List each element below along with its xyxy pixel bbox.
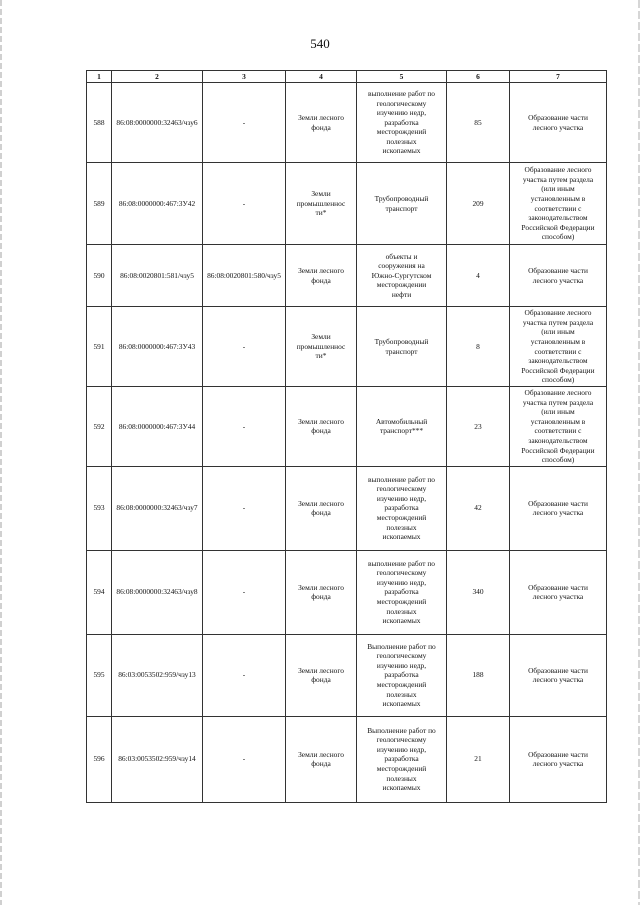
cell-line: изучению недр,: [376, 108, 427, 118]
cell-line: Автомобильный: [375, 416, 428, 426]
cell-line: изучению недр,: [376, 744, 427, 754]
land-category-cell: [286, 83, 357, 163]
cell-line: выполнение работ по: [367, 88, 436, 98]
cell-line: законодательством: [528, 356, 588, 366]
cell-line: ископаемых: [382, 532, 421, 542]
column-header: 7: [510, 71, 607, 83]
parent-plot-cell: [203, 387, 286, 467]
formation-method-cell: [510, 307, 607, 387]
cell-line: фонда: [311, 122, 331, 132]
cell-line: лесного участка: [532, 122, 584, 132]
column-header: 2: [112, 71, 203, 83]
cell-line: фонда: [311, 275, 331, 285]
cell-line: Образование части: [528, 498, 588, 508]
row-number-cell: 594: [87, 550, 112, 634]
permitted-use-cell: [357, 245, 447, 307]
cell-line: -: [242, 754, 246, 764]
cell-line: 86:08:0000000:467:3: [118, 421, 183, 431]
cell-line: 86:03:0053502:959/ч: [118, 670, 182, 680]
area-cell: 42: [447, 466, 510, 550]
cell-line: месторождений: [376, 513, 427, 523]
formation-method-cell: [510, 163, 607, 245]
cell-line: Земли: [311, 332, 331, 342]
cell-line: Образование части: [528, 582, 588, 592]
cell-line: -: [242, 117, 246, 127]
cell-line: объекты и: [385, 251, 418, 261]
cell-line: 86:03:0053502:959/ч: [118, 754, 182, 764]
formation-method-cell: [510, 716, 607, 802]
area-cell: 188: [447, 634, 510, 716]
cell-line: Российской Федерации: [521, 365, 595, 375]
cell-line: месторождений: [376, 597, 427, 607]
cell-line: 86:08:0020801:581/ч: [120, 270, 184, 280]
cell-line: ископаемых: [382, 699, 421, 709]
cell-line: Выполнение работ по: [367, 641, 436, 651]
cell-line: разработка: [384, 587, 419, 597]
parent-plot-cell: [203, 550, 286, 634]
area-cell: 85: [447, 83, 510, 163]
cell-line: 86:08:0000000:3246: [116, 503, 178, 513]
table-row: [87, 245, 607, 307]
cell-line: транспорт: [385, 346, 418, 356]
permitted-use-cell: [357, 634, 447, 716]
cell-line: изучению недр,: [376, 660, 427, 670]
cell-line: Российской Федерации: [521, 222, 595, 232]
row-number-cell: 589: [87, 163, 112, 245]
cell-line: изучению недр,: [376, 577, 427, 587]
table-row: [87, 83, 607, 163]
scan-edge-left: [0, 0, 2, 905]
cell-line: (или иным: [541, 184, 575, 194]
permitted-use-cell: [357, 466, 447, 550]
land-category-cell: [286, 245, 357, 307]
cell-line: У43: [182, 341, 196, 351]
table-row: [87, 634, 607, 716]
cell-line: выполнение работ по: [367, 474, 436, 484]
permitted-use-cell: [357, 307, 447, 387]
cell-line: ископаемых: [382, 783, 421, 793]
cell-line: зу13: [181, 670, 196, 680]
cell-line: -: [242, 503, 246, 513]
table-row: [87, 550, 607, 634]
row-number-cell: 593: [87, 466, 112, 550]
parent-plot-cell: [203, 83, 286, 163]
cadastral-number-cell: [112, 307, 203, 387]
cell-line: фонда: [311, 675, 331, 685]
cell-line: фонда: [311, 508, 331, 518]
cell-line: участка путем раздела: [522, 397, 594, 407]
cadastral-number-cell: [112, 634, 203, 716]
cell-line: способом): [541, 455, 575, 465]
cell-line: У42: [182, 198, 196, 208]
cell-line: зу5: [183, 270, 194, 280]
table-row: [87, 387, 607, 467]
cell-line: 86:08:0000000:467:3: [118, 341, 183, 351]
land-category-cell: [286, 163, 357, 245]
column-header: 4: [286, 71, 357, 83]
cell-line: Земли лесного: [298, 749, 344, 759]
cell-line: промышленнос: [296, 198, 346, 208]
column-header: 5: [357, 71, 447, 83]
cell-line: полезных: [386, 689, 417, 699]
cell-line: установленным в: [530, 416, 586, 426]
cell-line: -: [242, 587, 246, 597]
cadastral-number-cell: [112, 387, 203, 467]
cell-line: законодательством: [528, 435, 588, 445]
cell-line: Земли лесного: [298, 665, 344, 675]
table-row: [87, 307, 607, 387]
parent-plot-cell: [203, 307, 286, 387]
cell-line: лесного участка: [532, 508, 584, 518]
formation-method-cell: [510, 387, 607, 467]
permitted-use-cell: [357, 550, 447, 634]
cell-line: Образование части: [528, 265, 588, 275]
cell-line: (или иным: [541, 407, 575, 417]
cell-line: -: [242, 421, 246, 431]
cell-line: Южно-Сургутском: [371, 270, 432, 280]
header-row: [87, 71, 607, 83]
area-cell: 8: [447, 307, 510, 387]
cell-line: полезных: [386, 522, 417, 532]
cell-line: фонда: [311, 426, 331, 436]
cell-line: полезных: [386, 773, 417, 783]
permitted-use-cell: [357, 83, 447, 163]
cell-line: установленным в: [530, 193, 586, 203]
cell-line: соответствии с: [534, 346, 582, 356]
cadastral-number-cell: [112, 466, 203, 550]
cell-line: нефти: [391, 289, 412, 299]
cell-line: -: [242, 670, 246, 680]
area-cell: 23: [447, 387, 510, 467]
cell-line: геологическому: [376, 98, 427, 108]
cell-line: Образование части: [528, 665, 588, 675]
cell-line: ископаемых: [382, 146, 421, 156]
cell-line: способом): [541, 375, 575, 385]
cell-line: геологическому: [376, 484, 427, 494]
cell-line: 86:08:0020801:580/ч: [207, 270, 271, 280]
cell-line: Земли лесного: [298, 498, 344, 508]
cell-line: разработка: [384, 754, 419, 764]
column-header: 1: [87, 71, 112, 83]
cell-line: 3/чзу7: [177, 503, 198, 513]
cell-line: Образование лесного: [524, 308, 592, 318]
area-cell: 209: [447, 163, 510, 245]
cadastral-number-cell: [112, 550, 203, 634]
cell-line: разработка: [384, 117, 419, 127]
table-row: [87, 163, 607, 245]
cell-line: выполнение работ по: [367, 558, 436, 568]
cell-line: транспорт***: [379, 426, 424, 436]
formation-method-cell: [510, 466, 607, 550]
cell-line: полезных: [386, 136, 417, 146]
cell-line: Земли лесного: [298, 112, 344, 122]
cell-line: промышленнос: [296, 341, 346, 351]
cell-line: геологическому: [376, 735, 427, 745]
cell-line: фонда: [311, 592, 331, 602]
table-body: [87, 83, 607, 803]
cell-line: фонда: [311, 759, 331, 769]
cell-line: полезных: [386, 606, 417, 616]
cell-line: месторождений: [376, 764, 427, 774]
cell-line: зу5: [270, 270, 281, 280]
cell-line: Земли: [311, 189, 331, 199]
cell-line: Трубопроводный: [374, 193, 429, 203]
cell-line: 3/чзу8: [177, 587, 198, 597]
cell-line: -: [242, 341, 246, 351]
formation-method-cell: [510, 83, 607, 163]
row-number-cell: 595: [87, 634, 112, 716]
cell-line: лесного участка: [532, 592, 584, 602]
land-category-cell: [286, 387, 357, 467]
area-cell: 340: [447, 550, 510, 634]
land-category-cell: [286, 550, 357, 634]
page-number: 540: [310, 36, 330, 51]
cell-line: Образование лесного: [524, 165, 592, 175]
cell-line: законодательством: [528, 213, 588, 223]
row-number-cell: 591: [87, 307, 112, 387]
row-number-cell: 592: [87, 387, 112, 467]
permitted-use-cell: [357, 163, 447, 245]
parent-plot-cell: [203, 163, 286, 245]
row-number-cell: 588: [87, 83, 112, 163]
formation-method-cell: [510, 550, 607, 634]
cell-line: Российской Федерации: [521, 445, 595, 455]
area-cell: 21: [447, 716, 510, 802]
cell-line: разработка: [384, 503, 419, 513]
parent-plot-cell: [203, 466, 286, 550]
land-category-cell: [286, 466, 357, 550]
row-number-cell: 590: [87, 245, 112, 307]
cadastral-number-cell: [112, 83, 203, 163]
cell-line: -: [242, 198, 246, 208]
cell-line: месторождений: [376, 127, 427, 137]
cell-line: Образование части: [528, 112, 588, 122]
cell-line: участка путем раздела: [522, 317, 594, 327]
cell-line: 3/чзу6: [177, 117, 198, 127]
cell-line: Земли лесного: [298, 416, 344, 426]
parent-plot-cell: [203, 634, 286, 716]
cell-line: разработка: [384, 670, 419, 680]
area-cell: 4: [447, 245, 510, 307]
permitted-use-cell: [357, 387, 447, 467]
cell-line: 86:08:0000000:467:3: [118, 198, 183, 208]
cadastral-number-cell: [112, 163, 203, 245]
cadastral-number-cell: [112, 245, 203, 307]
land-plot-table: [86, 70, 607, 803]
cell-line: Трубопроводный: [374, 336, 429, 346]
cell-line: геологическому: [376, 651, 427, 661]
cell-line: соответствии с: [534, 426, 582, 436]
cell-line: месторождений: [376, 680, 427, 690]
cell-line: У44: [182, 421, 196, 431]
cell-line: лесного участка: [532, 275, 584, 285]
cell-line: лесного участка: [532, 759, 584, 769]
cell-line: Земли лесного: [298, 265, 344, 275]
table-row: [87, 716, 607, 802]
cell-line: зу14: [181, 754, 196, 764]
cell-line: Образование части: [528, 749, 588, 759]
land-category-cell: [286, 716, 357, 802]
cell-line: ти*: [315, 208, 327, 218]
cadastral-number-cell: [112, 716, 203, 802]
cell-line: 86:08:0000000:3246: [116, 117, 178, 127]
cell-line: установленным в: [530, 336, 586, 346]
land-category-cell: [286, 307, 357, 387]
cell-line: лесного участка: [532, 675, 584, 685]
row-number-cell: 596: [87, 716, 112, 802]
cell-line: Образование лесного: [524, 388, 592, 397]
column-header: 6: [447, 71, 510, 83]
permitted-use-cell: [357, 716, 447, 802]
cell-line: геологическому: [376, 568, 427, 578]
cell-line: транспорт: [385, 203, 418, 213]
cell-line: ископаемых: [382, 616, 421, 626]
formation-method-cell: [510, 245, 607, 307]
cell-line: (или иным: [541, 327, 575, 337]
cell-line: сооружения на: [378, 261, 425, 271]
land-category-cell: [286, 634, 357, 716]
cell-line: месторождении: [376, 280, 427, 290]
cell-line: способом): [541, 232, 575, 242]
column-header: 3: [203, 71, 286, 83]
table-row: [87, 466, 607, 550]
cell-line: соответствии с: [534, 203, 582, 213]
parent-plot-cell: [203, 716, 286, 802]
formation-method-cell: [510, 634, 607, 716]
cell-line: Земли лесного: [298, 582, 344, 592]
cell-line: 86:08:0000000:3246: [116, 587, 178, 597]
cell-line: участка путем раздела: [522, 174, 594, 184]
cell-line: ти*: [315, 351, 327, 361]
parent-plot-cell: [203, 245, 286, 307]
cell-line: Выполнение работ по: [367, 725, 436, 735]
cell-line: изучению недр,: [376, 493, 427, 503]
